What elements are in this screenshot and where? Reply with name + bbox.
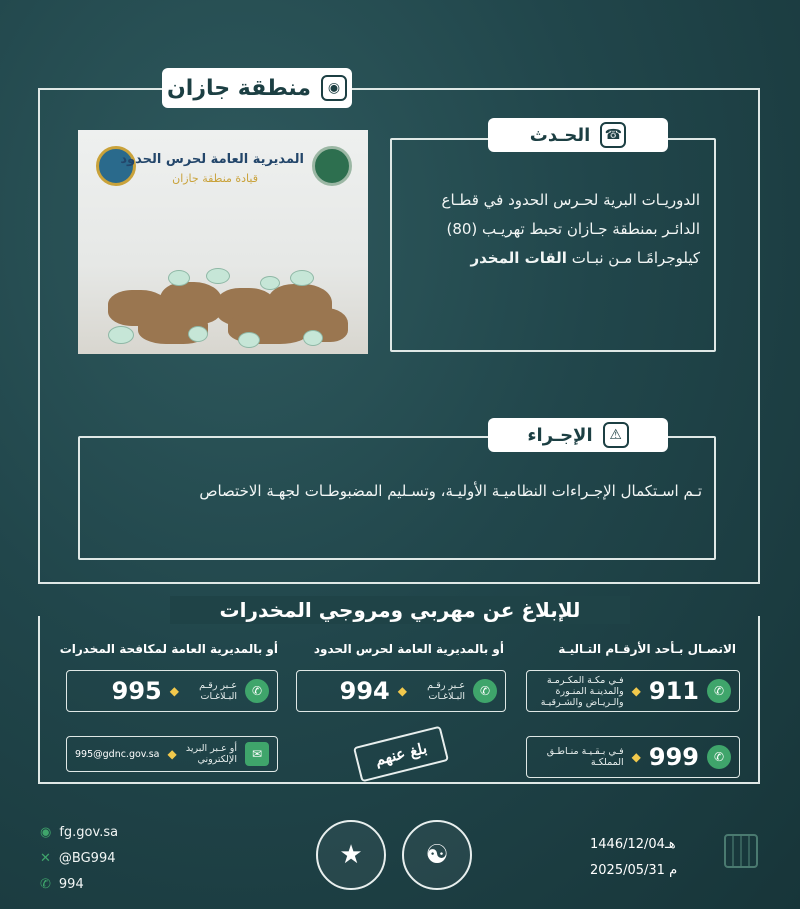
chevron-icon: ◆ — [631, 750, 641, 764]
report-col3-title: أو بالمديرية العامة لمكافحة المخدرات — [59, 642, 278, 656]
event-text-bold: القات المخدر — [470, 249, 567, 267]
event-title: ☎ الحـدث — [488, 118, 668, 152]
report-999-box[interactable] — [526, 736, 740, 778]
photo-banner-subtitle: قيادة منطقة جازان — [172, 172, 258, 185]
map-search-icon: ◉ — [321, 75, 347, 101]
report-995-desc: عـبر رقـم البـلاغـات — [199, 680, 237, 702]
phone-icon: ✆ — [40, 877, 51, 892]
radio-icon: ☎ — [600, 122, 626, 148]
report-heading: للإبلاغ عن مهربي ومروجي المخدرات — [170, 596, 630, 624]
action-title: ⚠ الإجـراء — [488, 418, 668, 452]
report-999-number: 999 — [648, 743, 699, 771]
chevron-icon: ◆ — [169, 684, 179, 698]
photo-banner-title: المديرية العامة لحرس الحدود — [120, 152, 304, 167]
mail-icon: ✉ — [245, 742, 269, 766]
emblem-right-icon — [312, 146, 352, 186]
footer-dates — [590, 832, 720, 884]
phone-icon: ✆ — [245, 679, 269, 703]
footer-links — [40, 820, 200, 898]
alarm-icon: ⚠ — [603, 422, 629, 448]
report-994-box[interactable] — [296, 670, 506, 712]
chevron-icon: ◆ — [631, 684, 641, 698]
phone-icon: ✆ — [473, 679, 497, 703]
report-911-box[interactable] — [526, 670, 740, 712]
action-text: تـم اسـتكمال الإجـراءات النظاميـة الأوليـة، وتسـليم المضبوطـات لجهـة الاختصاص — [199, 482, 702, 500]
border-guard-emblem-icon: ★ — [316, 820, 386, 890]
seized-goods-photo — [78, 130, 368, 354]
phone-icon: ✆ — [707, 745, 731, 769]
report-email-box[interactable] — [66, 736, 278, 772]
report-them-stamp: بلغ عنهم — [353, 726, 449, 783]
report-911-desc: فـي مكـة المكـرمـة والمدينـة المنـورة والـريـاض والشـرقيـة — [540, 674, 624, 708]
report-999-desc: فـي بـقـيـة منـاطـق المملكـة — [546, 746, 624, 768]
saudi-emblem-icon: ☯ — [402, 820, 472, 890]
report-994-desc: عـبر رقـم البـلاغـات — [427, 680, 465, 702]
region-title: ◉ منطقة جازان — [162, 68, 352, 108]
report-col1-title: الاتصـال بـأحد الأرقـام التـاليـة — [558, 642, 736, 656]
chevron-icon: ◆ — [397, 684, 407, 698]
report-911-number: 911 — [648, 677, 699, 705]
date-hijri: 1446/12/04هـ — [590, 837, 676, 852]
event-text: الدوريـات البرية لحـرس الحدود في قطـاع الدائـر بمنطقة جـازان تحبط تهريـب (80) كيلوجرامًـا مـن نبـات القات المخدر — [441, 191, 700, 267]
report-col2-title: أو بالمديرية العامة لحرس الحدود — [313, 642, 504, 656]
footer-x-account[interactable]: ✕ @BG994 — [40, 846, 200, 872]
report-email-label: أو عـبر البريد الإلكتروني — [185, 743, 237, 765]
chevron-icon: ◆ — [167, 747, 177, 761]
report-994-number: 994 — [339, 677, 390, 705]
report-995-number: 995 — [111, 677, 162, 705]
x-logo-icon: ✕ — [40, 851, 51, 866]
calendar-icon — [724, 834, 758, 868]
globe-icon: ◉ — [40, 825, 52, 840]
report-995-box[interactable] — [66, 670, 278, 712]
footer-phone[interactable]: ✆ 994 — [40, 872, 200, 898]
date-gregorian: 2025/05/31 م — [590, 863, 678, 878]
report-email-address[interactable]: 995@gdnc.gov.sa — [75, 748, 160, 760]
footer-website[interactable]: ◉ fg.gov.sa — [40, 820, 200, 846]
phone-icon: ✆ — [707, 679, 731, 703]
